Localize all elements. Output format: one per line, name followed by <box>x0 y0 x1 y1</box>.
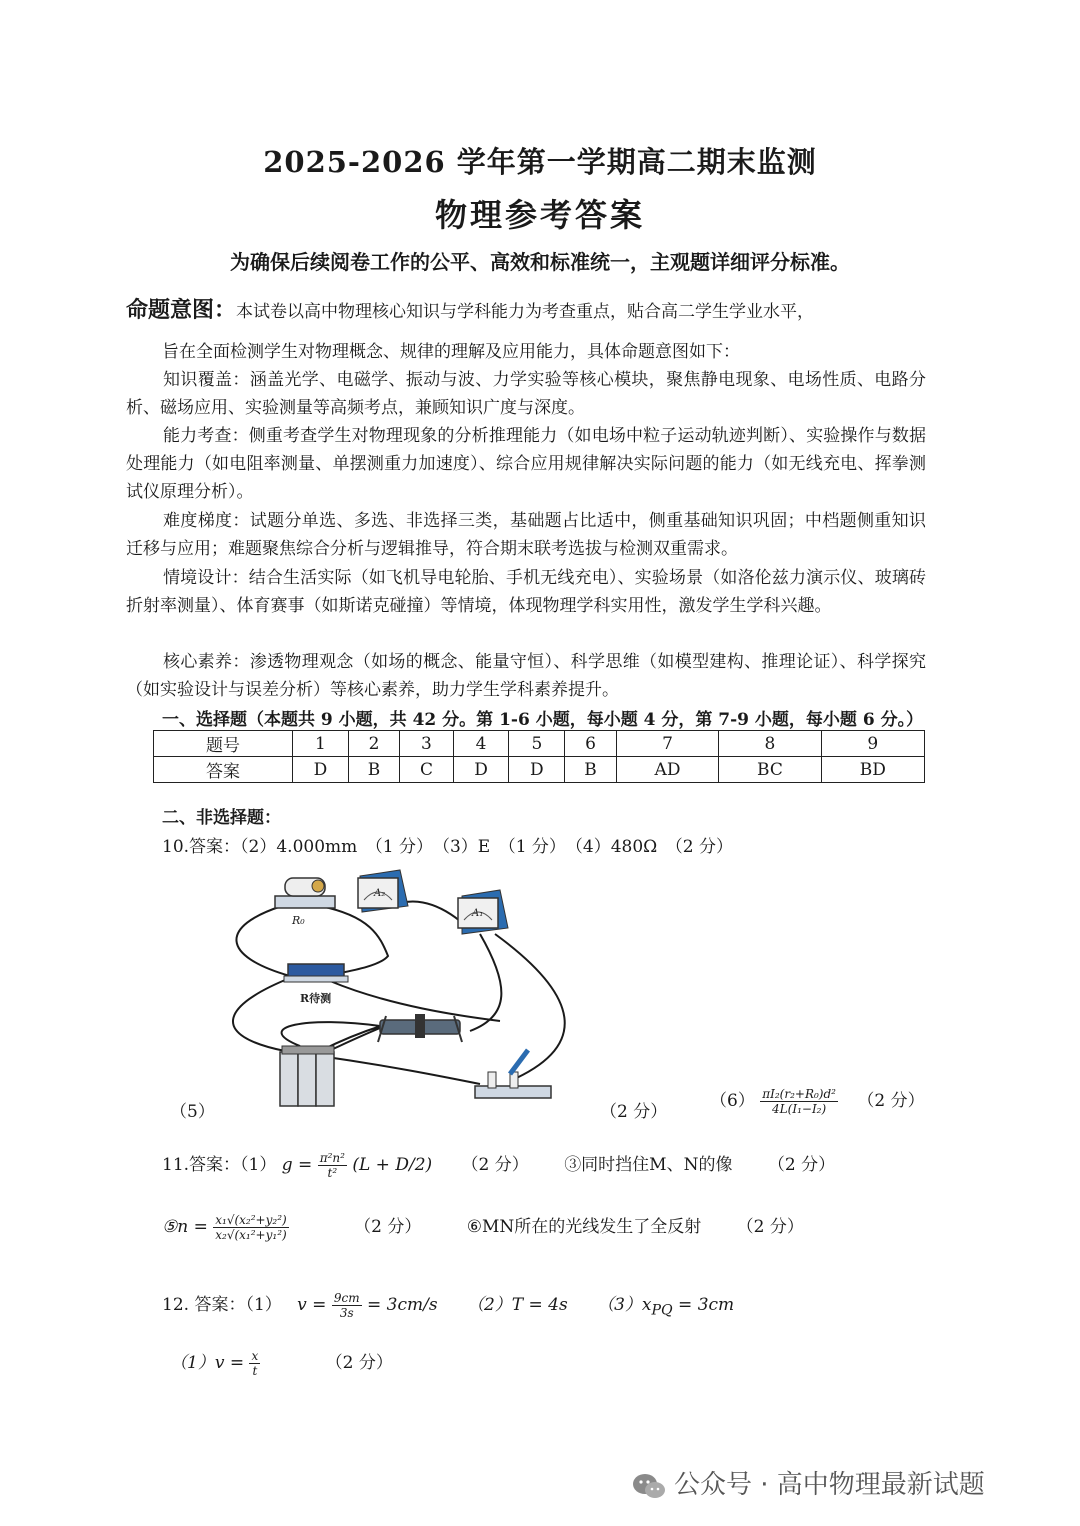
q11-g-lhs: g = <box>281 1155 313 1175</box>
label-r0: R₀ <box>292 914 305 927</box>
q12-v-numerator: 9cm <box>333 1291 360 1305</box>
q12-part3 <box>597 1295 735 1319</box>
intent-first-line <box>126 296 926 326</box>
intent-literacy: 核心素养：渗透物理观念（如场的概念、能量守恒）、科学思维（如模型建构、推理论证）、科学探究（如实验设计与误差分析）等核心素养，助力学生学科素养提升。 <box>126 652 926 700</box>
q11-g-rhs: (L + D/2) <box>352 1155 433 1175</box>
q10-part5-score: （2 分） <box>600 1102 668 1122</box>
table-cell: BC <box>719 757 821 783</box>
q12-part3-label: （3）x <box>597 1295 652 1315</box>
grading-note: 为确保后续阅卷工作的公平、高效和标准统一，主观题详细评分标准。 <box>230 250 850 274</box>
label-rx: R待测 <box>300 992 332 1005</box>
table-cell: 2 <box>348 731 399 757</box>
q10-part6-fraction <box>760 1087 838 1116</box>
q10-part6 <box>710 1086 925 1116</box>
wechat-icon <box>632 1472 666 1500</box>
ammeter-a1 <box>458 890 508 934</box>
watermark-text: 公众号 · 高中物理最新试题 <box>674 1470 985 1500</box>
table-cell: 4 <box>453 731 509 757</box>
q11-part3: ③同时挡住M、N的像 <box>564 1155 733 1175</box>
switch <box>475 1050 551 1098</box>
battery <box>280 1046 334 1106</box>
ammeter-a2 <box>358 870 408 912</box>
table-cell: AD <box>616 757 719 783</box>
q11-score3: （2 分） <box>767 1155 836 1175</box>
table-row <box>154 757 925 783</box>
table-cell: D <box>453 757 509 783</box>
resistor-r0 <box>275 878 335 927</box>
q11-score1: （2 分） <box>461 1155 529 1175</box>
q11-score6: （2 分） <box>736 1217 804 1237</box>
q11-n-fraction <box>213 1213 288 1242</box>
answer-key-title: 物理参考答案 <box>434 196 645 234</box>
row-label-number: 题号 <box>154 731 293 757</box>
table-cell: 5 <box>509 731 565 757</box>
table-cell: C <box>400 757 453 783</box>
q12-sub-numerator: x <box>251 1349 259 1363</box>
table-cell: 6 <box>565 731 616 757</box>
q12-sub-fraction <box>249 1349 260 1378</box>
q12-v-fraction <box>332 1291 362 1320</box>
q12-sub-score: （2 分） <box>325 1353 393 1373</box>
q11-n-lhs: ⑤n = <box>162 1217 208 1237</box>
q10-part6-denominator: 4L(I₁−I₂) <box>772 1102 827 1116</box>
q12-v-lhs: v = <box>297 1295 327 1315</box>
q11-part6: ⑥MN所在的光线发生了全反射 <box>466 1217 702 1237</box>
q11-g-fraction <box>318 1151 347 1180</box>
section1-title: 一、选择题（本题共 9 小题，共 42 分。第 1-6 小题，每小题 4 分，第 7-9 小题，每小题 6 分。） <box>162 710 924 730</box>
q12-part3-rhs: = 3cm <box>672 1295 735 1315</box>
section2-title: 二、非选择题： <box>162 808 281 828</box>
q11-g-numerator: π²n² <box>319 1151 345 1165</box>
q12-sub-lhs: （1）v = <box>170 1353 245 1373</box>
watermark <box>632 1464 985 1501</box>
q10-part6-numerator: πI₂(r₂+R₀)d² <box>762 1087 836 1101</box>
q11-score5: （2 分） <box>354 1217 422 1237</box>
label-a2: A₂ <box>374 888 386 899</box>
table-cell: 3 <box>400 731 453 757</box>
row-label-answer: 答案 <box>154 757 293 783</box>
intent-ability: 能力考查：侧重考查学生对物理现象的分析推理能力（如电场中粒子运动轨迹判断）、实验操作与数据处理能力（如电阻率测量、单摆测重力加速度）、综合应用规律解决实际问题的能力（如无线充电、挥拳测试仪原理分析）。 <box>126 426 926 502</box>
intent-difficulty: 难度梯度：试题分单选、多选、非选择三类，基础题占比适中，侧重基础知识巩固；中档题侧重知识迁移与应用；难题聚焦综合分析与逻辑推导，符合期末联考选拔与检测双重需求。 <box>126 511 926 559</box>
q10-answers: 10.答案：（2）4.000mm （1 分） （3）E （1 分） （4）480Ω （2 分） <box>162 837 734 857</box>
table-cell: 8 <box>719 731 821 757</box>
label-a1: A₁ <box>472 908 484 919</box>
q10-part5-label: （5） <box>170 1102 215 1122</box>
table-cell: 7 <box>616 731 719 757</box>
q11-line1 <box>162 1150 835 1180</box>
q11-g-denominator: t² <box>327 1166 338 1180</box>
table-cell: 1 <box>293 731 349 757</box>
table-row <box>154 731 925 757</box>
q11-n-numerator: x₁√(x₂²+y₂²) <box>215 1213 287 1227</box>
q12-sub-denominator: t <box>252 1364 258 1378</box>
rheostat <box>378 1014 462 1042</box>
table-cell: B <box>348 757 399 783</box>
circuit-diagram <box>210 866 590 1116</box>
q12-part2: （2）T = 4s <box>466 1295 568 1315</box>
q12-v-rhs: = 3cm/s <box>366 1295 438 1315</box>
q12-part3-sub: PQ <box>651 1302 673 1319</box>
table-cell: 9 <box>821 731 924 757</box>
table-cell: BD <box>821 757 924 783</box>
q12-line2 <box>170 1348 393 1378</box>
intent-knowledge: 知识覆盖：涵盖光学、电磁学、振动与波、力学实验等核心模块，聚焦静电现象、电场性质、电路分析、磁场应用、实验测量等高频考点，兼顾知识广度与深度。 <box>126 370 926 418</box>
q12-v-denominator: 3s <box>339 1306 354 1320</box>
intent-context: 情境设计：结合生活实际（如飞机导电轮胎、手机无线充电）、实验场景（如洛伦兹力演示仪、玻璃砖折射率测量）、体育赛事（如斯诺克碰撞）等情境，体现物理学科实用性，激发学生学科兴趣。 <box>126 568 926 616</box>
answer-table <box>153 730 925 783</box>
table-cell: D <box>293 757 349 783</box>
q10-part6-score: （2 分） <box>857 1091 925 1111</box>
q12-prefix: 12. 答案：（1） <box>162 1295 282 1315</box>
table-cell: B <box>565 757 616 783</box>
intent-line2: 旨在全面检测学生对物理概念、规律的理解及应用能力，具体命题意图如下： <box>162 342 740 362</box>
q12-line1 <box>162 1290 734 1320</box>
exam-title: 2025-2026 学年第一学期高二期末监测 <box>263 145 817 179</box>
q11-prefix: 11.答案：（1） <box>162 1155 277 1175</box>
table-cell: D <box>509 757 565 783</box>
q11-n-denominator: x₂√(x₁²+y₁²) <box>215 1228 287 1242</box>
intent-heading: 命题意图： <box>126 297 237 323</box>
q11-line2 <box>162 1212 804 1242</box>
intent-line1: 本试卷以高中物理核心知识与学科能力为考查重点，贴合高二学生学业水平， <box>236 302 815 322</box>
q10-part6-label: （6） <box>710 1091 755 1111</box>
